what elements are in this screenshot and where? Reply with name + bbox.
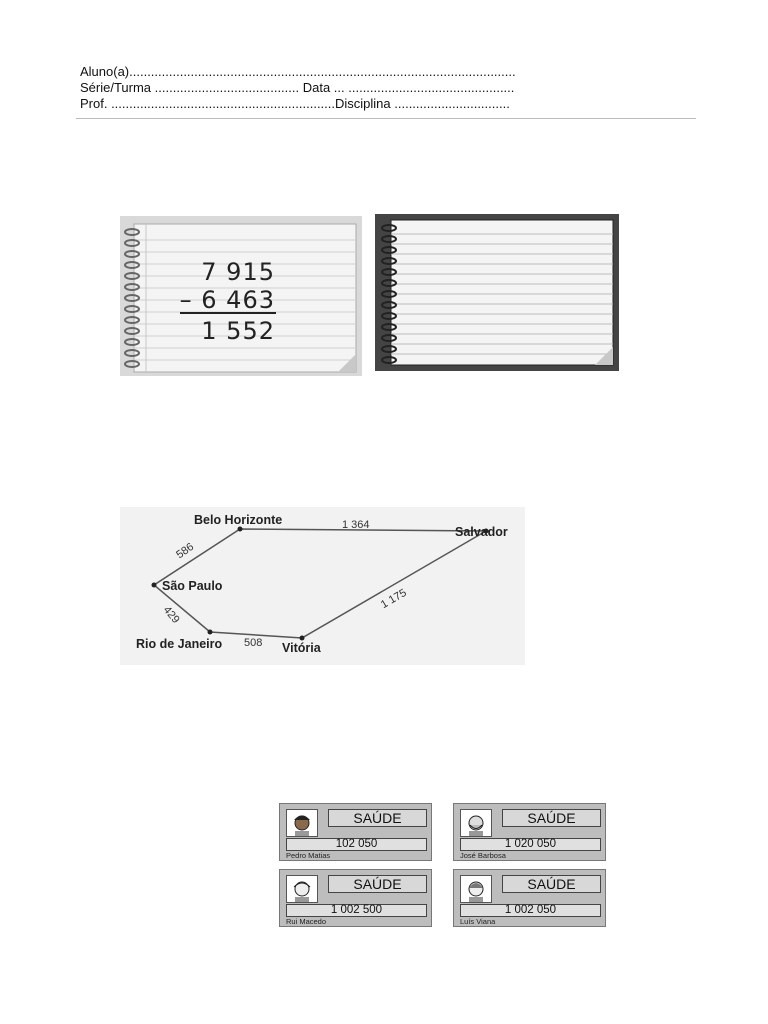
health-card [453, 869, 606, 927]
card-label: SAÚDE [328, 875, 427, 893]
subtrahend: – 6 463 [179, 286, 275, 314]
notebook-blank [375, 214, 619, 371]
card-label: SAÚDE [502, 875, 601, 893]
card-number: 1 020 050 [460, 838, 601, 851]
student-header [80, 64, 700, 112]
teacher-subject-line: Prof. ..............................................................Disciplina ................................ [80, 96, 510, 111]
person-face-icon [460, 809, 492, 837]
card-label: SAÚDE [328, 809, 427, 827]
city-salvador: Salvador [455, 525, 508, 539]
person-face-icon [286, 809, 318, 837]
health-card [279, 869, 432, 927]
card-number: 102 050 [286, 838, 427, 851]
distance-sp-rio: 429 [160, 604, 182, 626]
city-sao-paulo: São Paulo [162, 579, 223, 593]
card-holder-name: Luís Viana [460, 917, 496, 926]
card-holder-name: José Barbosa [460, 851, 506, 860]
card-holder-name: Pedro Matias [286, 851, 331, 860]
difference: 1 552 [201, 317, 275, 345]
city-belo-horizonte: Belo Horizonte [194, 513, 283, 527]
card-number: 1 002 050 [460, 904, 601, 917]
health-card [279, 803, 432, 861]
distance-sp-bh: 586 [174, 540, 197, 562]
distance-rio-vitoria: 508 [244, 637, 263, 649]
distance-bh-salvador: 1 364 [342, 519, 370, 531]
person-face-icon [460, 875, 492, 903]
card-holder-name: Rui Macedo [286, 917, 327, 926]
minuend: 7 915 [201, 258, 275, 286]
card-label: SAÚDE [502, 809, 601, 827]
class-date-line: Série/Turma ........................................ Data ... .............................................. [80, 80, 515, 95]
distance-vitoria-salvador: 1 175 [378, 586, 409, 612]
student-name-line: Aluno(a)........................................................................................................... [80, 64, 516, 79]
city-rio-de-janeiro: Rio de Janeiro [136, 637, 223, 651]
health-card [453, 803, 606, 861]
header-divider [76, 118, 696, 119]
notebook-paper-icon [375, 214, 619, 371]
card-number: 1 002 500 [286, 904, 427, 917]
subtraction-bar [180, 312, 276, 314]
city-vitoria: Vitória [282, 641, 321, 655]
route-map [120, 507, 525, 665]
person-face-icon [286, 875, 318, 903]
